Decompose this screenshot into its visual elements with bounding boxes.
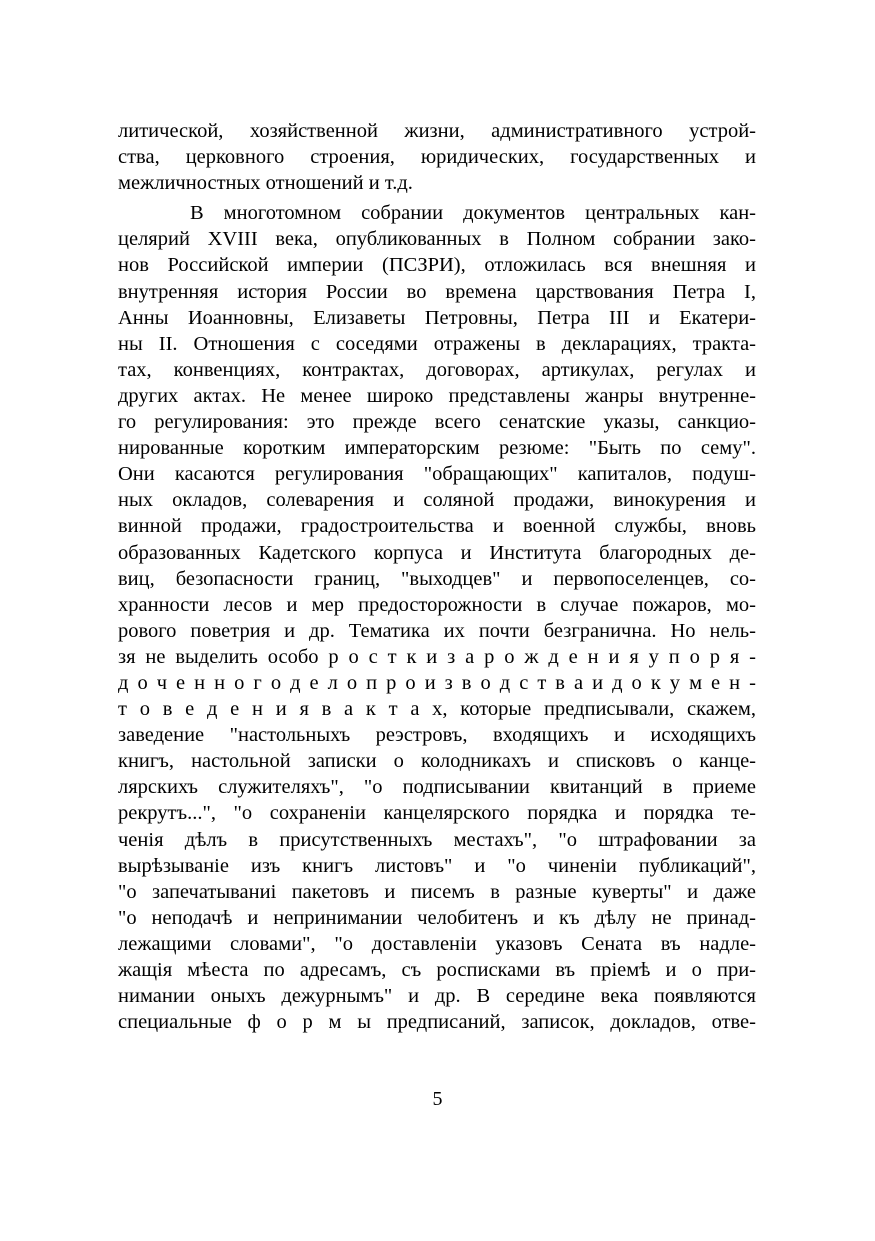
text-line: рекрутъ...", "о сохраненiи канцелярского порядка и порядка те-	[118, 802, 756, 825]
text-line: го регулирования: это прежде всего сенатские указы, санкцио-	[118, 411, 756, 434]
body-text	[118, 118, 756, 1035]
text-line: нированные коротким императорским резюме: "Быть по сему".	[118, 437, 756, 460]
text-line: межличностных отношений и т.д.	[118, 172, 413, 195]
text-line: других актах. Не менее широко представлены жанры внутренне-	[118, 384, 756, 407]
text-line: заведение "настольныхъ реэстровъ, входящихъ и исходящихъ	[118, 724, 756, 747]
text-line: ных окладов, солеварения и соляной продажи, винокурения и	[118, 489, 756, 512]
text-line: хранности лесов и мер предосторожности в случае пожаров, мо-	[118, 593, 756, 616]
text-line: тах, конвенциях, контрактах, договорах, артикулах, регулах и	[118, 358, 756, 381]
text-line: литической, хозяйственной жизни, административного устрой-	[118, 120, 756, 142]
page-number: 5	[432, 1088, 443, 1110]
text-line: В многотомном собрании документов центральных кан-	[190, 202, 756, 225]
text-line: д о ч е н н о г о д е л о п р о и з в о д с т в а и д о к у м е н -	[118, 671, 756, 694]
text-line: лярскихъ служителяхъ", "о подписывании квитанций в приеме	[118, 776, 756, 799]
text-line: ны II. Отношения с соседями отражены в декларациях, тракта-	[118, 332, 756, 355]
text-line: книгъ, настольной записки о колодникахъ и списковъ о канце-	[118, 750, 756, 773]
text-line: рового поветрия и др. Тематика их почти безгранична. Но нель-	[118, 619, 756, 642]
text-line: "о запечатываниі пакетовъ и писемъ в разные куверты" и даже	[118, 880, 756, 903]
text-line: вырѣзываніе изъ книгъ листовъ" и "о чиненiи публикаций",	[118, 854, 756, 877]
text-line: Они касаются регулирования "обращающих" капиталов, подуш-	[118, 463, 756, 486]
text-line: жащія мѣеста по адресамъ, съ росписками въ прiемѣ и о при-	[118, 959, 756, 981]
text-line: винной продажи, градостроительства и военной службы, вновь	[118, 515, 756, 538]
paragraph-1	[118, 118, 756, 196]
text-line: внутренняя история России во времена царствования Петра I,	[118, 280, 756, 303]
text-line: "о неподачѣ и непринимании челобитенъ и къ дѣлу не принад-	[118, 906, 756, 929]
text-line: специальные ф о р м ы предписаний, записок, докладов, отве-	[118, 1011, 756, 1034]
text-line: т о в е д е н и я в а к т а х, которые предписывали, скажем,	[118, 698, 756, 721]
text-line: лежащими словами", "о доставленiи указовъ Сената въ надле-	[118, 932, 756, 955]
text-line: нов Российской империи (ПСЗРИ), отложилась вся внешняя и	[118, 254, 756, 277]
paragraph-2	[118, 200, 756, 1035]
text-line: образованных Кадетского корпуса и Института благородных де-	[118, 541, 756, 564]
text-line: ства, церковного строения, юридических, государственных и	[118, 146, 756, 169]
text-line: зя не выделить особо р о с т к и з а р о ж д е н и я у п о р я -	[118, 645, 756, 668]
text-line: Анны Иоанновны, Елизаветы Петровны, Петра III и Екатери-	[118, 306, 756, 329]
text-line: целярий XVIII века, опубликованных в Полном собрании зако-	[118, 228, 756, 251]
text-line: виц, безопасности границ, "выходцев" и первопоселенцев, со-	[118, 567, 756, 590]
text-line: нимании оныхъ дежурнымъ" и др. В середине века появляются	[118, 985, 756, 1008]
text-line: ченiя дѣлъ в присутственныхъ местахъ", "о штрафовании за	[118, 828, 756, 851]
